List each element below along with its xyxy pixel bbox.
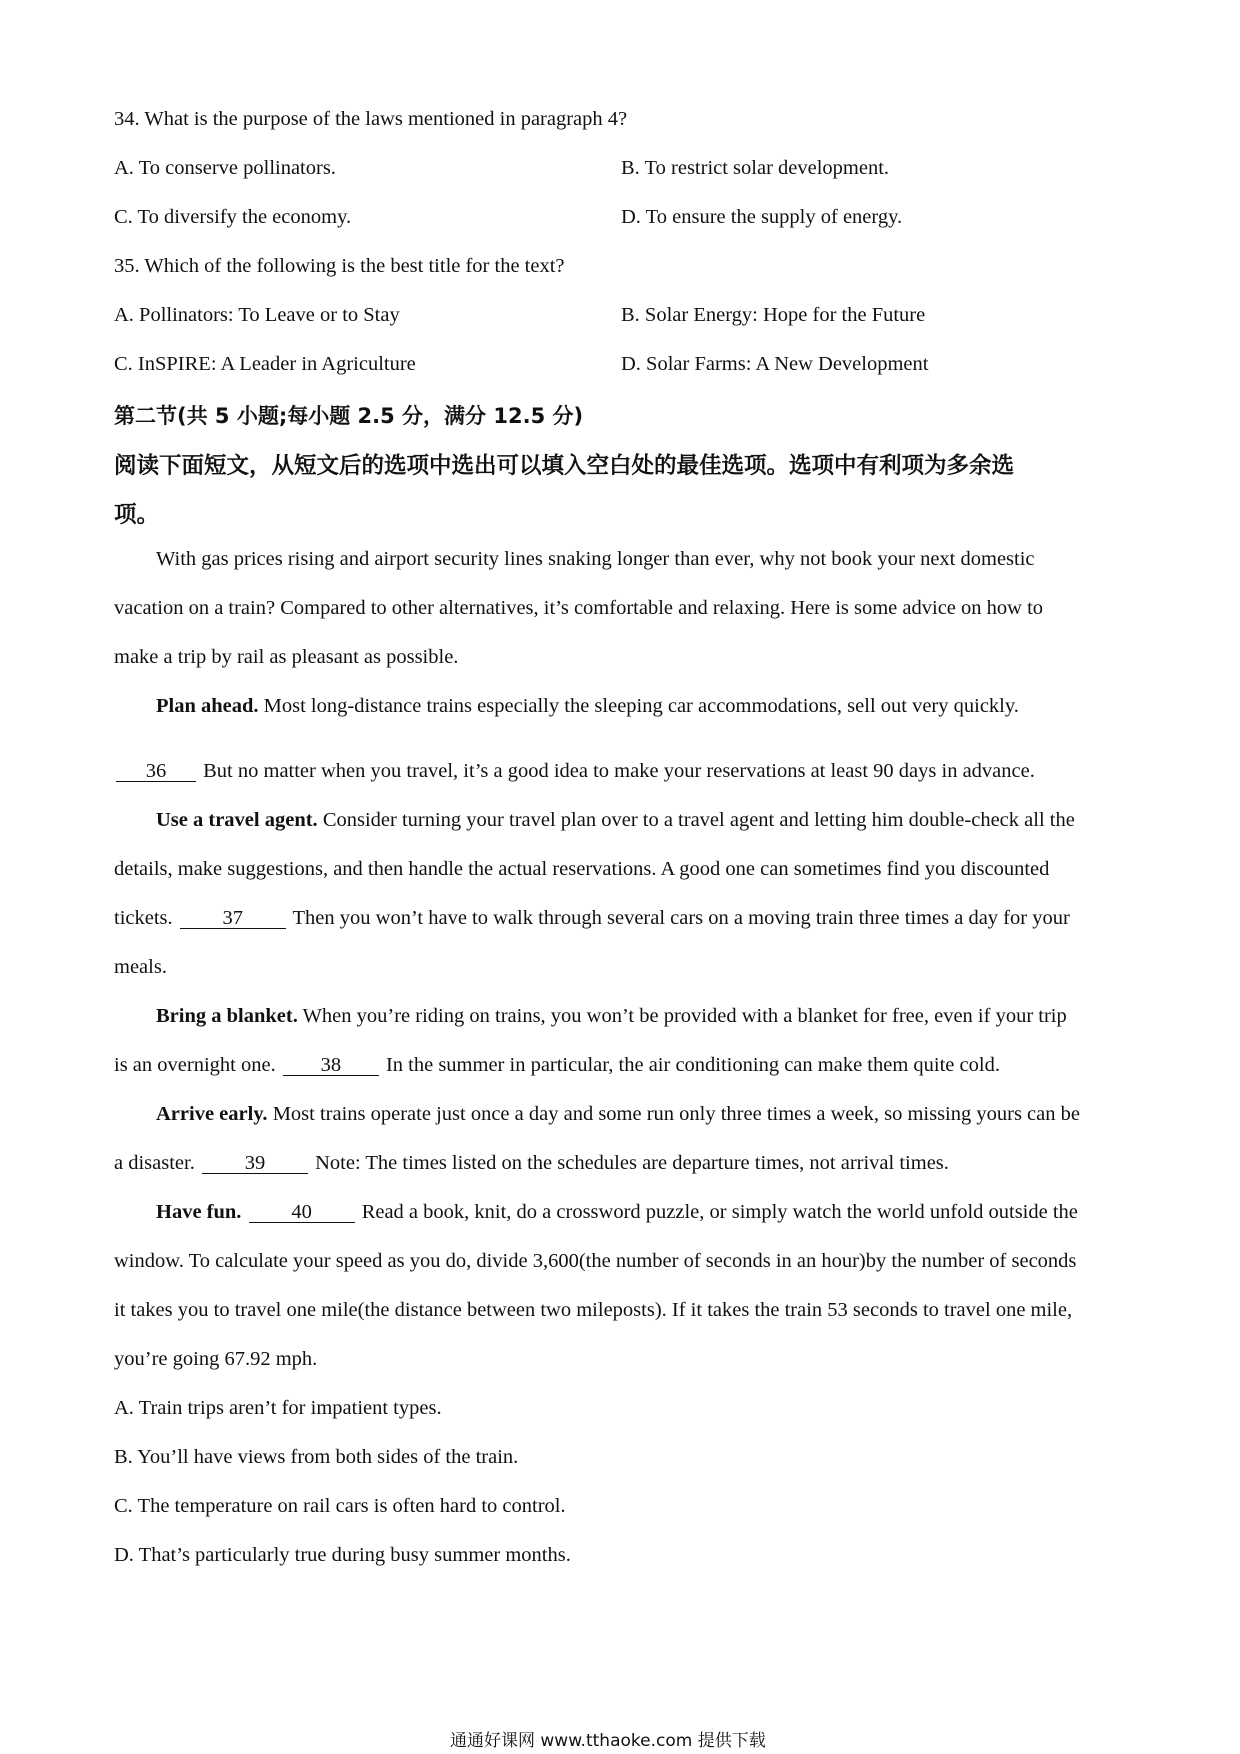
paragraph-text: Most long-distance trains especially the sleeping car accommodations, sell out very quickly. (258, 695, 1019, 717)
blank-38[interactable]: 38 (283, 1055, 379, 1076)
paragraph-text: Consider turning your travel plan over to a travel agent and letting him double-check all the (317, 809, 1075, 831)
question-34-option-d: D. To ensure the supply of energy. (621, 206, 903, 228)
paragraph-text: In the summer in particular, the air conditioning can make them quite cold. (380, 1054, 1000, 1076)
paragraph-text: Most trains operate just once a day and some run only three times a week, so missing yours can be (267, 1103, 1080, 1125)
question-34-option-c: C. To diversify the economy. (114, 206, 352, 228)
paragraph-travel-agent-line4: meals. (114, 956, 167, 978)
paragraph-heading: Arrive early. (156, 1103, 268, 1125)
section-instruction-line1: 阅读下面短文，从短文后的选项中选出可以填入空白处的最佳选项。选项中有利项为多余选 (114, 453, 1015, 479)
paragraph-have-fun-line4: you’re going 67.92 mph. (114, 1348, 318, 1370)
paragraph-plan-ahead (156, 695, 1019, 718)
paragraph-have-fun-line2: window. To calculate your speed as you do, divide 3,600(the number of seconds in an hour)by the number of seconds (114, 1250, 1077, 1272)
question-35-option-b: B. Solar Energy: Hope for the Future (621, 304, 926, 326)
paragraph-plan-ahead-line2 (114, 760, 1035, 783)
page-footer: 通通好课网 www.tthaoke.com 提供下载 (450, 1731, 766, 1751)
question-34-stem: 34. What is the purpose of the laws mentioned in paragraph 4? (114, 108, 628, 130)
blank-37[interactable]: 37 (180, 908, 286, 929)
paragraph-text: Note: The times listed on the schedules are departure times, not arrival times. (309, 1152, 949, 1174)
section-header: 第二节(共 5 小题;每小题 2.5 分，满分 12.5 分) (114, 404, 584, 428)
passage-intro-line3: make a trip by rail as pleasant as possible. (114, 646, 459, 668)
paragraph-arrive-early (156, 1103, 1080, 1126)
paragraph-text: Read a book, knit, do a crossword puzzle, or simply watch the world unfold outside the (356, 1201, 1078, 1223)
choice-c: C. The temperature on rail cars is often hard to control. (114, 1495, 566, 1517)
paragraph-text: When you’re riding on trains, you won’t be provided with a blanket for free, even if your trip (297, 1005, 1067, 1027)
paragraph-text: But no matter when you travel, it’s a good idea to make your reservations at least 90 days in advance. (198, 760, 1035, 782)
paragraph-travel-agent (156, 809, 1075, 832)
blank-40[interactable]: 40 (249, 1202, 355, 1223)
paragraph-travel-agent-line2: details, make suggestions, and then handle the actual reservations. A good one can sometimes find you discounted (114, 858, 1050, 880)
paragraph-heading: Plan ahead. (156, 695, 259, 717)
passage-intro-line1: With gas prices rising and airport security lines snaking longer than ever, why not book your next domestic (156, 548, 1035, 570)
question-35-option-a: A. Pollinators: To Leave or to Stay (114, 304, 400, 326)
blank-36[interactable]: 36 (116, 761, 196, 782)
paragraph-heading: Bring a blanket. (156, 1005, 298, 1027)
choice-a: A. Train trips aren’t for impatient types. (114, 1397, 442, 1419)
paragraph-text: a disaster. (114, 1152, 195, 1174)
paragraph-heading: Use a travel agent. (156, 809, 318, 831)
paragraph-have-fun-line3: it takes you to travel one mile(the distance between two mileposts). If it takes the train 53 seconds to travel one mile, (114, 1299, 1073, 1321)
question-35-stem: 35. Which of the following is the best title for the text? (114, 255, 565, 277)
paragraph-text: Then you won’t have to walk through several cars on a moving train three times a day for your (287, 907, 1070, 929)
paragraph-text: tickets. (114, 907, 173, 929)
question-35-option-d: D. Solar Farms: A New Development (621, 353, 929, 375)
passage-intro-line2: vacation on a train? Compared to other alternatives, it’s comfortable and relaxing. Here is some advice on how to (114, 597, 1044, 619)
paragraph-text: is an overnight one. (114, 1054, 276, 1076)
question-34-option-b: B. To restrict solar development. (621, 157, 890, 179)
section-instruction-line2: 项。 (114, 502, 160, 528)
blank-39[interactable]: 39 (202, 1153, 308, 1174)
paragraph-travel-agent-line3 (114, 907, 1070, 930)
paragraph-have-fun (156, 1201, 1078, 1224)
paragraph-blanket (156, 1005, 1067, 1028)
paragraph-heading: Have fun. (156, 1201, 242, 1223)
paragraph-blanket-line2 (114, 1054, 1000, 1077)
choice-b: B. You’ll have views from both sides of the train. (114, 1446, 519, 1468)
paragraph-arrive-early-line2 (114, 1152, 949, 1175)
question-34-option-a: A. To conserve pollinators. (114, 157, 336, 179)
choice-d: D. That’s particularly true during busy summer months. (114, 1544, 571, 1566)
question-35-option-c: C. InSPIRE: A Leader in Agriculture (114, 353, 416, 375)
